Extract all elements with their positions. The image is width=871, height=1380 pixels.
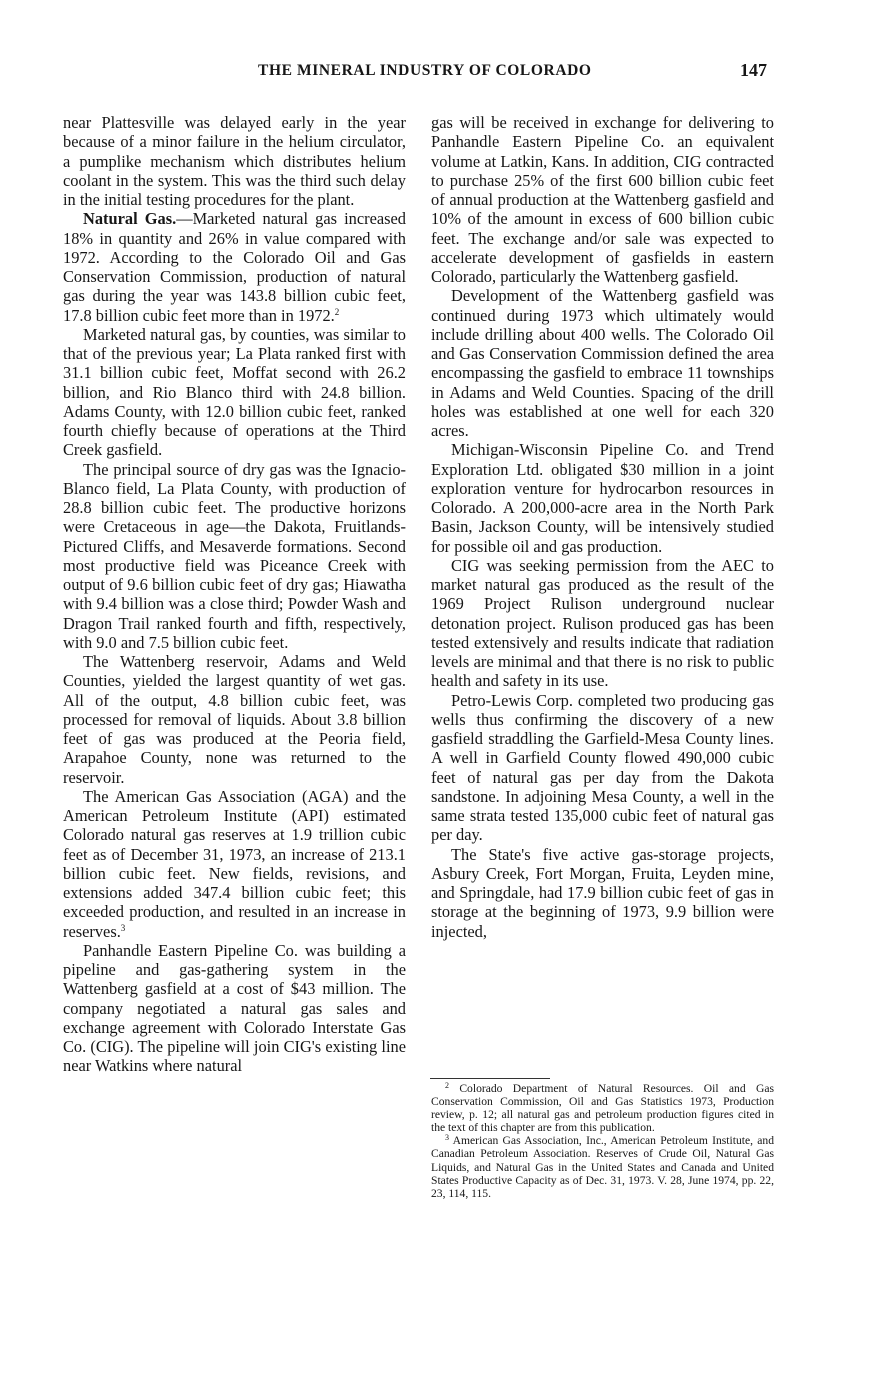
paragraph-michigan-wisconsin: Michigan-Wisconsin Pipeline Co. and Trend Exploration Ltd. obligated $30 million in a joint exploration venture for hydrocarbon resources in Colorado. A 200,000-acre area in the North Park Basin, Jackson County, will be intensively studied for possible oil and gas production.	[431, 440, 774, 556]
paragraph-helium-delay: near Plattesville was delayed early in the year because of a minor failure in the helium circulator, a pumplike mechanism which distributes helium coolant in the system. This was the third such delay in the initial testing procedures for the plant.	[63, 113, 406, 209]
footnote-divider	[430, 1078, 550, 1079]
footnote-2-number: 2	[445, 1081, 449, 1090]
paragraph-wattenberg-wet-gas: The Wattenberg reservoir, Adams and Weld Counties, yielded the largest quantity of wet gas. All of the output, 4.8 billion cubic feet, was processed for removal of liquids. About 3.8 billion feet of gas was produced at the Peoria field, Arapahoe County, none was returned to the reservoir.	[63, 652, 406, 787]
paragraph-reserves-text: The American Gas Association (AGA) and the American Petroleum Institute (API) estimated Colorado natural gas reserves at 1.9 trillion cubic feet as of December 31, 1973, an increase of 213.1 billion cubic feet. New fields, revisions, and extensions added 347.4 billion cubic feet; this exceeded production, and resulted in an increase in reserves.	[63, 786, 406, 941]
footnote-ref-3: 3	[120, 922, 126, 933]
footnote-ref-2: 2	[334, 306, 340, 317]
paragraph-wattenberg-development: Development of the Wattenberg gasfield was continued during 1973 which ultimately would include drilling about 400 wells. The Colorado Oil and Gas Conservation Commission defined the area encompassing the gasfield to embrace 11 townships in Adams and Weld Counties. Spacing of the drill holes was established at one well for each 320 acres.	[431, 286, 774, 440]
paragraph-gas-storage: The State's five active gas-storage projects, Asbury Creek, Fort Morgan, Fruita, Leyden mine, and Springdale, had 17.9 billion cubic feet of gas in storage at the beginning of 1973, 9.9 billion were injected,	[431, 844, 774, 941]
paragraph-natural-gas-text: —Marketed natural gas increased 18% in quantity and 26% in value compared with 1972. According to the Colorado Oil and Gas Conservation Commission, production of natural gas during the year was 143.8 billion cubic feet, 17.8 billion cubic feet more than in 1972.	[63, 209, 406, 325]
footnote-2	[431, 1082, 774, 1134]
right-column	[431, 113, 774, 941]
paragraph-petro-lewis: Petro-Lewis Corp. completed two producing gas wells thus confirming the discovery of a new gasfield straddling the Garfield-Mesa County lines. A well in Garfield County flowed 490,000 cubic feet of natural gas per day from the Dakota sandstone. In adjoining Mesa County, a well in the same strata tested 135,000 cubic feet of natural gas per day.	[431, 690, 774, 845]
paragraph-rulison: CIG was seeking permission from the AEC to market natural gas produced as the result of the 1969 Project Rulison underground nuclear detonation project. Rulison produced gas has been tested extensively and results indicate that radiation levels are minimal and that there is no risk to public health and safety in its use.	[431, 555, 774, 691]
footnote-3-number: 3	[445, 1133, 449, 1143]
paragraph-panhandle-pipeline: Panhandle Eastern Pipeline Co. was building a pipeline and gas-gathering system in the Wattenberg gasfield at a cost of $43 million. The company negotiated a natural gas sales and exchange agreement with Colorado Interstate Gas Co. (CIG). The pipeline will join CIG's existing line near Watkins where natural	[63, 940, 406, 1076]
footnote-2-text: Colorado Department of Natural Resources. Oil and Gas Conservation Commission, Oil and Gas Statistics 1973, Production review, p. 12; all natural gas and petroleum production figures cited in the text of this chapter are from this publication.	[431, 1082, 774, 1135]
footnote-3-text: American Gas Association, Inc., American Petroleum Institute, and Canadian Petroleum Association. Reserves of Crude Oil, Natural Gas Liquids, and Natural Gas in the United States and Canada and United States Productive Capacity as of Dec. 31, 1973. V. 28, June 1974, pp. 22, 23, 114, 115.	[431, 1134, 774, 1200]
paragraph-counties: Marketed natural gas, by counties, was similar to that of the previous year; La Plata ranked first with 31.1 billion cubic feet, Moffat second with 26.2 billion, and Rio Blanco third with 24.8 billion. Adams County, with 12.0 billion cubic feet, ranked fourth chiefly because of operations at the Third Creek gasfield.	[63, 324, 406, 460]
paragraph-dry-gas: The principal source of dry gas was the Ignacio-Blanco field, La Plata County, with production of 28.8 billion cubic feet. The productive horizons were Cretaceous in age—the Dakota, Fruitlands-Pictured Cliffs, and Mesaverde formations. Second most productive field was Piceance Creek with output of 9.6 billion cubic feet of dry gas; Hiawatha with 9.4 billion was a close third; Powder Wash and Dragon Trail ranked fourth and fifth, respectively, with 9.0 and 7.5 billion cubic feet.	[63, 459, 406, 652]
paragraph-exchange: gas will be received in exchange for delivering to Panhandle Eastern Pipeline Co. an equivalent volume at Latkin, Kans. In addition, CIG contracted to purchase 25% of the first 600 billion cubic feet of annual production at the Wattenberg gasfield and 10% of the amount in excess of 600 billion cubic feet. The exchange and/or sale was expected to accelerate development of gasfields in eastern Colorado, particularly the Wattenberg gasfield.	[431, 113, 774, 286]
section-heading-natural-gas: Natural Gas.	[83, 209, 177, 229]
paragraph-reserves	[63, 787, 406, 941]
left-column	[63, 113, 406, 1076]
footnote-3	[431, 1134, 774, 1199]
footnotes	[431, 1082, 774, 1200]
running-head: THE MINERAL INDUSTRY OF COLORADO	[258, 62, 592, 79]
page-number: 147	[740, 60, 767, 80]
paragraph-natural-gas	[63, 209, 406, 325]
